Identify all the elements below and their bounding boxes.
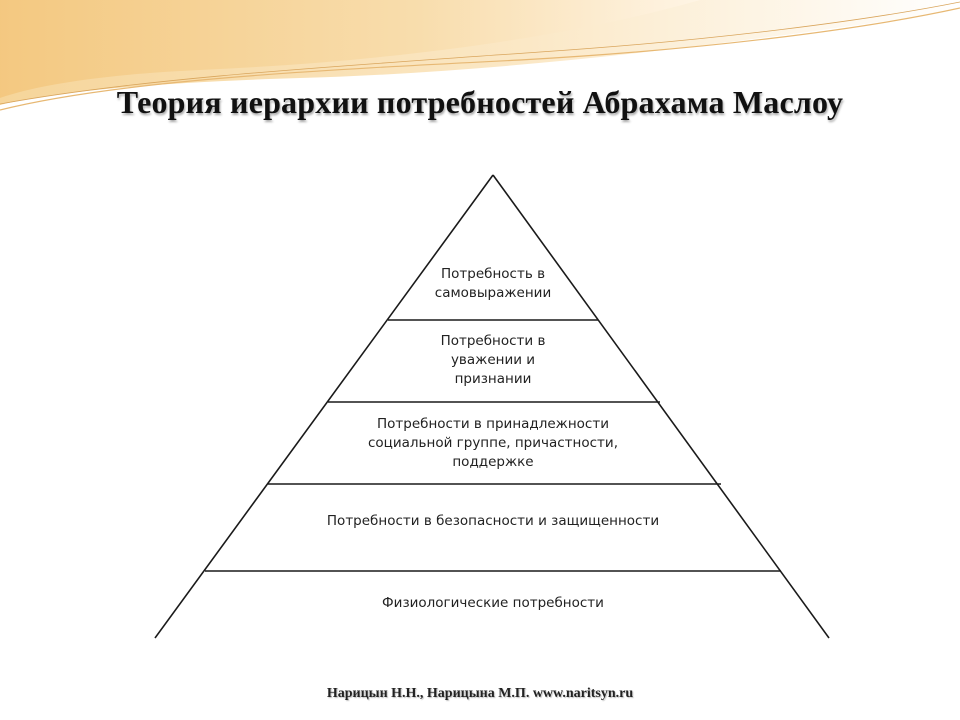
level-safety: Потребности в безопасности и защищенности: [326, 513, 660, 529]
slide-title: Теория иерархии потребностей Абрахама Маслоу: [116, 84, 844, 120]
level-belonging: Потребности в принадлежности социальной группе, причастности, поддержке: [368, 416, 618, 470]
maslow-pyramid: [150, 172, 840, 647]
level-physiological: Физиологические потребности: [382, 595, 604, 611]
level-esteem: Потребности в уважении и признании: [440, 333, 546, 387]
pyramid-outline: [150, 172, 840, 647]
footer-credit: Нарицын Н.Н., Нарицына М.П. www.naritsyn.ru: [326, 686, 634, 701]
pyramid-left-edge: [155, 175, 493, 638]
level-self-actualization: Потребность в самовыражении: [434, 266, 552, 301]
pyramid-right-edge: [493, 175, 829, 638]
